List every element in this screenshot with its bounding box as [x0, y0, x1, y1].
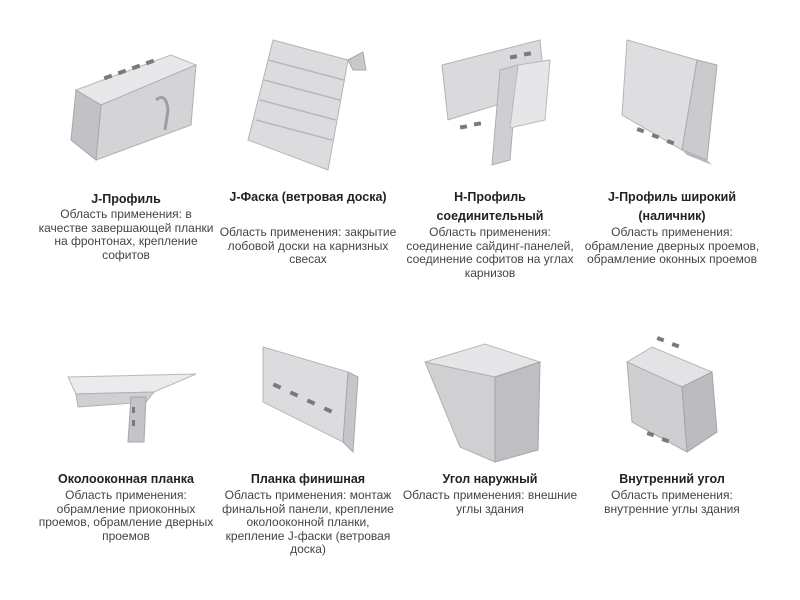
- product-title: J-Профиль: [91, 192, 161, 206]
- product-image-h-profile: [400, 30, 580, 180]
- product-image-internal-corner: [582, 332, 762, 482]
- product-image-j-profile: [36, 30, 216, 180]
- product-title: Планка финишная: [250, 472, 366, 486]
- product-image-j-facet: [218, 30, 398, 180]
- product-title: Внутренний угол: [619, 472, 725, 486]
- product-description: Область применения: закрытие лобовой доски на карнизных свесах: [219, 225, 397, 266]
- product-title: Угол наружный: [442, 472, 538, 486]
- product-description: Область применения: внутренние углы здания: [604, 488, 740, 516]
- product-description: Область применения: внешние углы здания: [402, 488, 578, 516]
- product-title: J-Фаска (ветровая доска): [229, 190, 387, 204]
- product-image-window-trim: [36, 332, 216, 482]
- product-image-finish-strip: [218, 332, 398, 482]
- product-image-j-profile-wide: [582, 30, 762, 180]
- product-description: Область применения: соединение сайдинг-панелей, соединение софитов на углах карнизов: [406, 225, 574, 280]
- product-title: J-Профиль широкий (наличник): [607, 190, 737, 223]
- product-description: Область применения: обрамление дверных проемов, обрамление оконных проемов: [584, 225, 760, 266]
- product-image-external-corner: [400, 332, 580, 482]
- product-description: Область применения: в качестве завершающей планки на фронтонах, крепление софитов: [38, 207, 214, 262]
- product-description: Область применения: обрамление приоконных проемов, обрамление дверных проемов: [38, 488, 214, 543]
- product-title: Околооконная планка: [58, 472, 194, 486]
- product-description: Область применения: монтаж финальной панели, крепление околооконной планки, крепление J-фаски (ветровая доска): [222, 488, 394, 556]
- product-title: H-Профиль соединительный: [436, 190, 544, 223]
